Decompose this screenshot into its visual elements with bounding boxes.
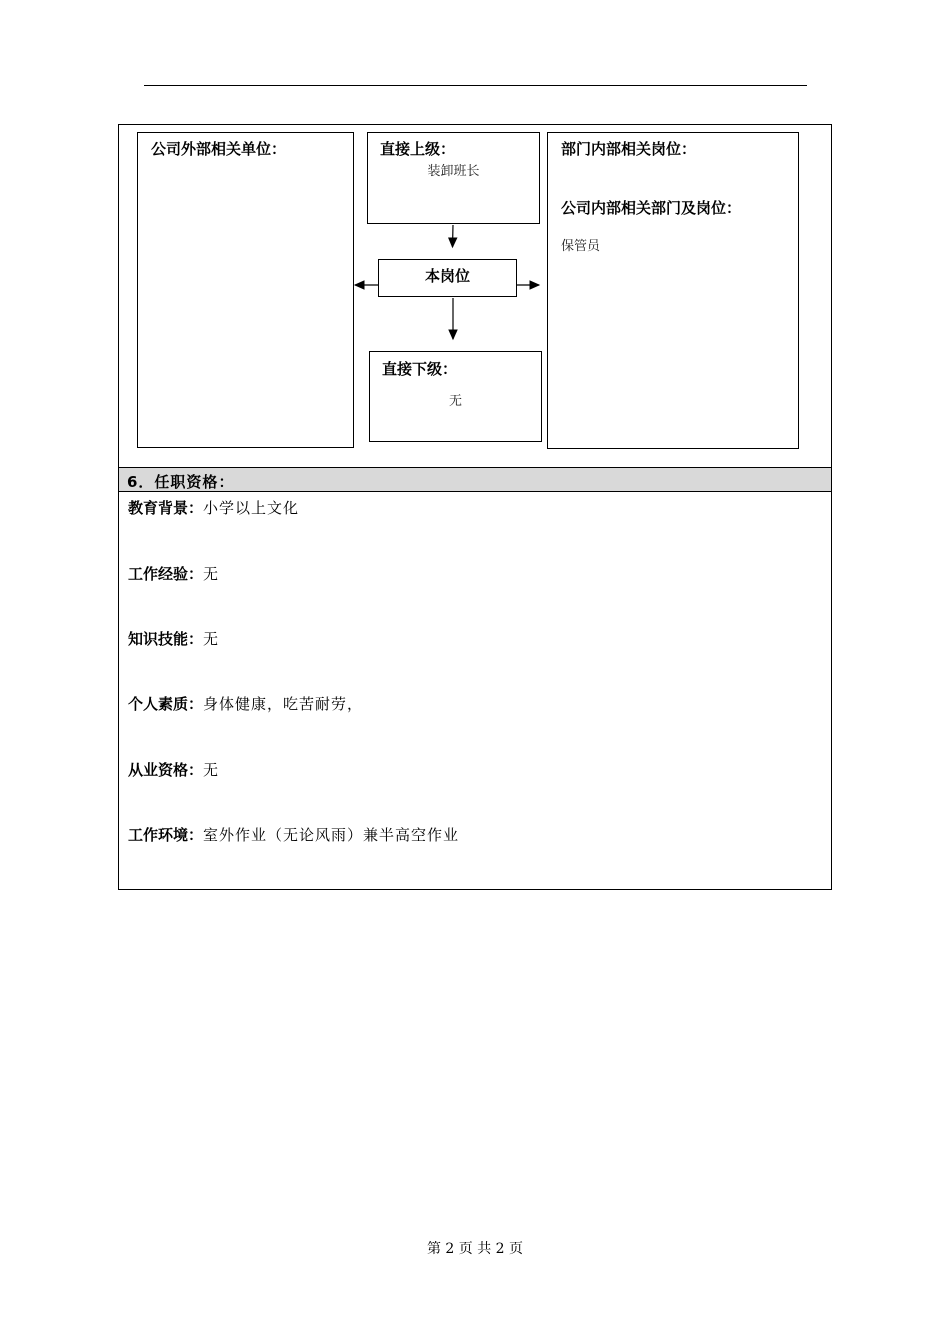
qualifications-section-title: 6．任职资格： [127,473,235,491]
qualification-key: 教育背景： [128,499,204,517]
qualification-value: 无 [203,565,220,583]
company-internal-label: 公司内部相关部门及岗位： [561,199,742,217]
qualification-value: 小学以上文化 [203,499,300,517]
qualification-key: 工作环境： [128,826,204,844]
qualification-row-personal [128,693,363,714]
qualification-value: 无 [203,630,220,648]
position-label: 本岗位 [424,267,470,285]
company-internal-value: 保管员 [561,239,601,254]
external-units-label: 公司外部相关单位： [151,140,287,158]
qualification-key: 从业资格： [128,761,204,779]
qualification-value: 身体健康，吃苦耐劳， [203,695,364,713]
superior-value: 装卸班长 [427,164,480,179]
qualification-row-environment [128,824,459,845]
qualification-row-education [128,497,299,518]
job-description-table [118,124,832,890]
qualification-key: 个人素质： [128,695,204,713]
header-rule [144,85,807,86]
qualification-key: 知识技能： [128,630,204,648]
qualification-row-skills [128,628,219,649]
superior-label: 直接上级： [380,140,456,158]
qualification-row-certification [128,759,219,780]
subordinate-value: 无 [448,394,462,409]
qualification-value: 室外作业（无论风雨）兼半高空作业 [203,826,460,844]
dept-internal-label: 部门内部相关岗位： [561,140,697,158]
qualification-row-experience [128,563,219,584]
qualifications-section-header [119,467,831,492]
arrow-superior-to-position [453,225,454,247]
qualification-key: 工作经验： [128,565,204,583]
qualification-value: 无 [203,761,220,779]
org-chart-connectors [119,125,831,465]
page-footer: 第 2 页 共 2 页 [426,1241,524,1257]
subordinate-label: 直接下级： [382,360,458,378]
